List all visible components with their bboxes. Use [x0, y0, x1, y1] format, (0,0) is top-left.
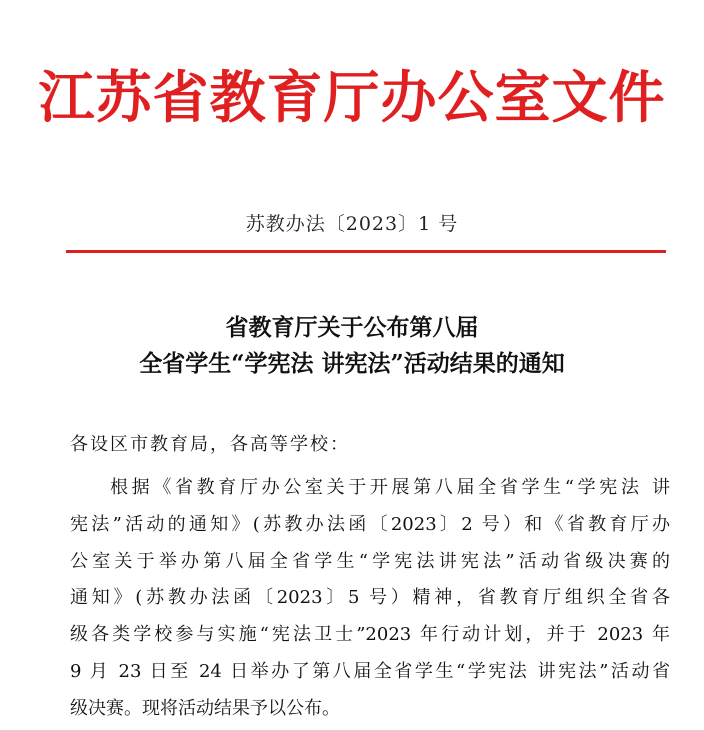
- document-title: [0, 310, 704, 382]
- document-number: 苏教办法〔2023〕1 号: [245, 213, 459, 235]
- body-line: 宪法”活动的通知》(苏教办法函〔2023〕2 号）和《省教育厅办: [70, 513, 670, 535]
- issuer-title: 江苏省教育厅办公室文件: [38, 65, 666, 131]
- document-title-line-2: 全省学生“学宪法 讲宪法”活动结果的通知: [139, 350, 565, 377]
- body-line: 公室关于举办第八届全省学生“学宪法讲宪法”活动省级决赛的: [70, 550, 670, 572]
- body-paragraph: [70, 470, 670, 728]
- body-line: 级各类学校参与实施“宪法卫士”2023 年行动计划，并于 2023 年: [70, 624, 670, 646]
- document-title-line-1: 省教育厅关于公布第八届: [225, 314, 479, 341]
- red-divider-rule: [66, 250, 666, 253]
- body-line: 根据《省教育厅办公室关于开展第八届全省学生“学宪法 讲: [110, 477, 670, 498]
- body-line: 通知》(苏教办法函〔2023〕5 号）精神，省教育厅组织全省各: [70, 587, 670, 609]
- salutation: 各设区市教育局，各高等学校：: [70, 434, 350, 455]
- body-line: 9 月 23 日至 24 日举办了第八届全省学生“学宪法 讲宪法”活动省: [70, 660, 670, 682]
- body-line: 级决赛。现将活动结果予以公布。: [70, 697, 340, 719]
